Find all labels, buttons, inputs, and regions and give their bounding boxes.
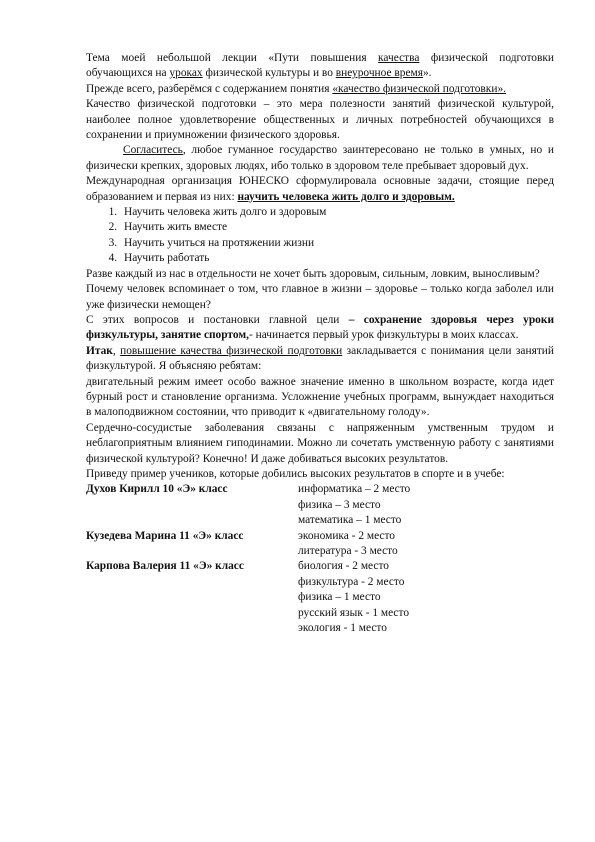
result-item: физика – 1 место xyxy=(298,591,381,604)
student-name: Духов Кирилл 10 «Э» класс xyxy=(86,483,228,496)
intro-underlined: внеурочное время xyxy=(335,67,423,80)
list-item: 2. Научить жить вместе xyxy=(120,220,554,235)
concept-paragraph xyxy=(86,82,554,97)
unesco-paragraph xyxy=(86,174,554,205)
itak-bold: Итак xyxy=(86,344,113,357)
intro-text: физической подготовки обучающихся на xyxy=(86,52,555,80)
result-item: экология - 1 место xyxy=(298,622,387,635)
intro-text: ». xyxy=(422,67,432,80)
result-item: биология - 2 место xyxy=(298,560,389,573)
examples-paragraph: Приведу пример учеников, которые добились высоких результатов в спорте и в учебе: xyxy=(86,467,505,480)
student-name: Кузедева Марина 11 «Э» класс xyxy=(86,529,244,542)
intro-underlined: качества xyxy=(378,52,420,64)
result-item: физика – 3 место xyxy=(298,498,381,511)
unesco-emphasis: научить человека жить долго и здоровым. xyxy=(237,190,455,203)
agree-text: , любое гуманное государство заинтересовано не только в умных, но и физически крепких, здоровых людях, ибо только в здоровом теле пребывает здоровый дух. xyxy=(86,144,554,172)
intro-paragraph xyxy=(86,51,554,82)
intro-text: Тема моей небольшой лекции «Пути повышения xyxy=(86,52,379,64)
intro-underlined: уроках xyxy=(169,67,203,80)
student-entry xyxy=(86,529,554,560)
intro-text: физической культуры и во xyxy=(202,67,336,80)
student-entry xyxy=(86,559,554,636)
itak-text: закладывается с понимания цели занятий физкультурой. Я объясняю ребятам: xyxy=(86,344,554,373)
document-body xyxy=(86,51,554,636)
goal-paragraph xyxy=(86,313,554,344)
list-item: 4. Научить работать xyxy=(120,251,554,266)
itak-underlined: повышение качества физической подготовки xyxy=(120,344,343,357)
student-name: Карпова Валерия 11 «Э» класс xyxy=(86,560,244,573)
student-results xyxy=(298,529,554,560)
agree-underlined: Согласитесь xyxy=(123,144,183,157)
students-list xyxy=(86,482,554,636)
result-item: литература - 3 место xyxy=(298,545,398,557)
unesco-text: Международная организация ЮНЕСКО сформулировала основные задачи, стоящие перед образованием и первая из них: xyxy=(86,175,554,203)
result-item: информатика – 2 место xyxy=(298,483,411,496)
concept-underlined: «качество физической подготовки». xyxy=(332,82,506,95)
student-entry xyxy=(86,482,554,528)
itak-paragraph xyxy=(86,344,554,375)
list-item: 1. Научить человека жить долго и здоровым xyxy=(120,205,554,220)
student-results xyxy=(298,559,554,636)
agree-paragraph xyxy=(86,143,554,174)
motor-paragraph: двигательный режим имеет особо важное значение именно в школьном возрасте, когда идет бурный рост и становление организма. Усложнение учебных программ, вынуждает находиться в малоподвижном состоянии, что приводит к «двигательному голоду». xyxy=(86,375,554,419)
itak-text: , xyxy=(112,344,121,357)
concept-text: Прежде всего, разберёмся с содержанием понятия xyxy=(86,82,333,95)
result-item: математика – 1 место xyxy=(298,514,402,527)
definition-paragraph: Качество физической подготовки – это мера полезности занятий физической культурой, наиболее полное удовлетворение общественных и личных потребностей обучающихся в сохранении и приумножении физического здоровья. xyxy=(86,98,554,142)
question-paragraph: Почему человек вспоминает о том, что главное в жизни – здоровье – только когда заболел или уже физически немощен? xyxy=(86,283,554,311)
result-item: физкультура - 2 место xyxy=(298,575,405,588)
goal-text: С этих вопросов и постановки главной цели xyxy=(86,313,349,326)
question-paragraph: Разве каждый из нас в отдельности не хочет быть здоровым, сильным, ловким, выносливым? xyxy=(86,267,540,280)
goal-emphasis: – сохранение здоровья через уроки физкультуры, занятие спортом, xyxy=(86,313,555,342)
student-results xyxy=(298,482,554,528)
goal-text: - начинается первый урок физкультуры в моих классах. xyxy=(248,329,519,342)
tasks-list xyxy=(86,205,554,267)
list-item: 3. Научить учиться на протяжении жизни xyxy=(120,236,554,251)
result-item: экономика - 2 место xyxy=(298,529,395,542)
result-item: русский язык - 1 место xyxy=(298,606,410,619)
heart-paragraph: Сердечно-сосудистые заболевания связаны с напряженным умственным трудом и неблагоприятным влиянием гиподинамии. Можно ли сочетать умственную работу с занятиями физической культурой? Конечно! И даже добиваться высоких результатов. xyxy=(86,421,554,465)
